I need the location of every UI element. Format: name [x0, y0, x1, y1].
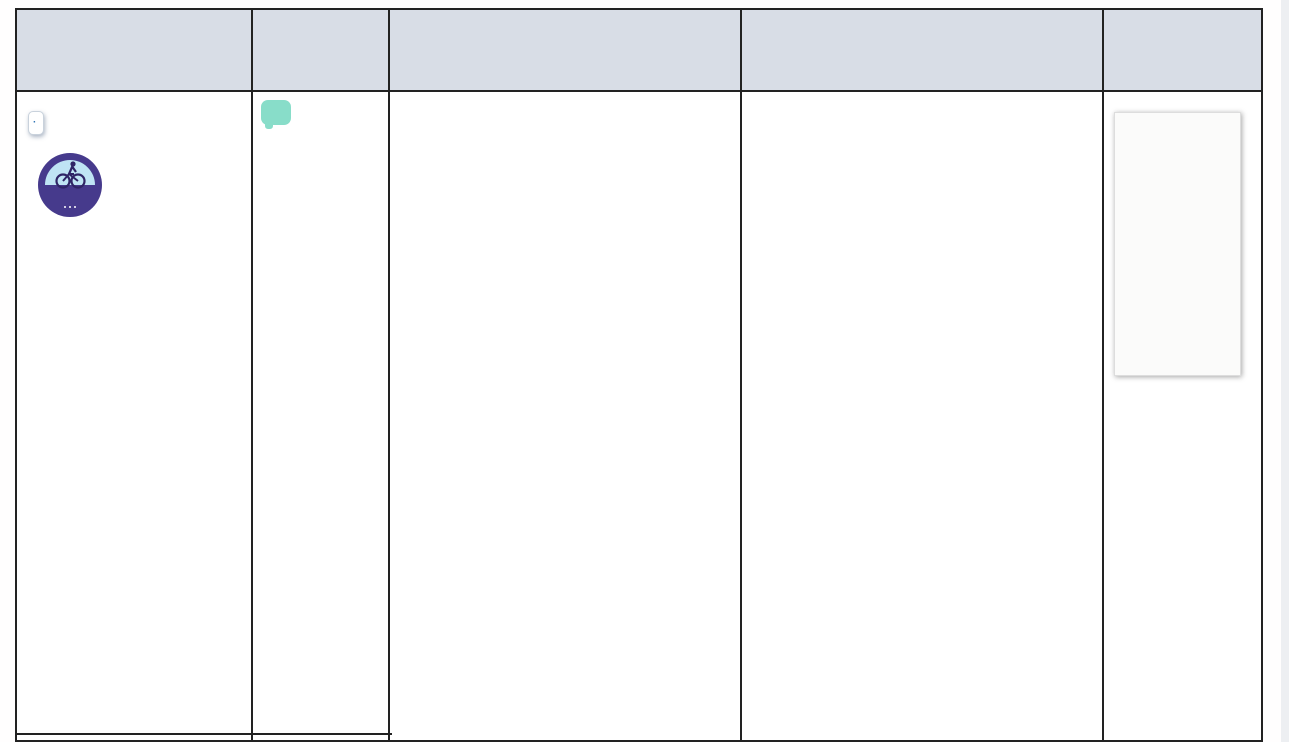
- cell-evaluacion: [1104, 92, 1261, 740]
- cm-badge-icon: [28, 111, 44, 135]
- page-edge: [1281, 0, 1289, 742]
- col-header-evaluacion: [1104, 10, 1261, 92]
- lesson-plan-table: [15, 8, 1263, 742]
- row-divider-line: [15, 733, 392, 735]
- col-header-recursos: [742, 10, 1104, 92]
- cell-indicador: [253, 92, 390, 740]
- cell-destreza: [17, 92, 253, 740]
- educacion-vial-badge-icon: [36, 151, 104, 219]
- cell-recursos: [742, 92, 1104, 740]
- comment-badge-icon: [261, 100, 291, 125]
- col-header-indicador: [253, 10, 390, 92]
- col-header-destreza: [17, 10, 253, 92]
- cyclist-icon: [36, 151, 104, 219]
- rubric-thumbnail-image: [1114, 112, 1241, 376]
- col-header-estrategia: [390, 10, 742, 92]
- cell-estrategia: [390, 92, 742, 740]
